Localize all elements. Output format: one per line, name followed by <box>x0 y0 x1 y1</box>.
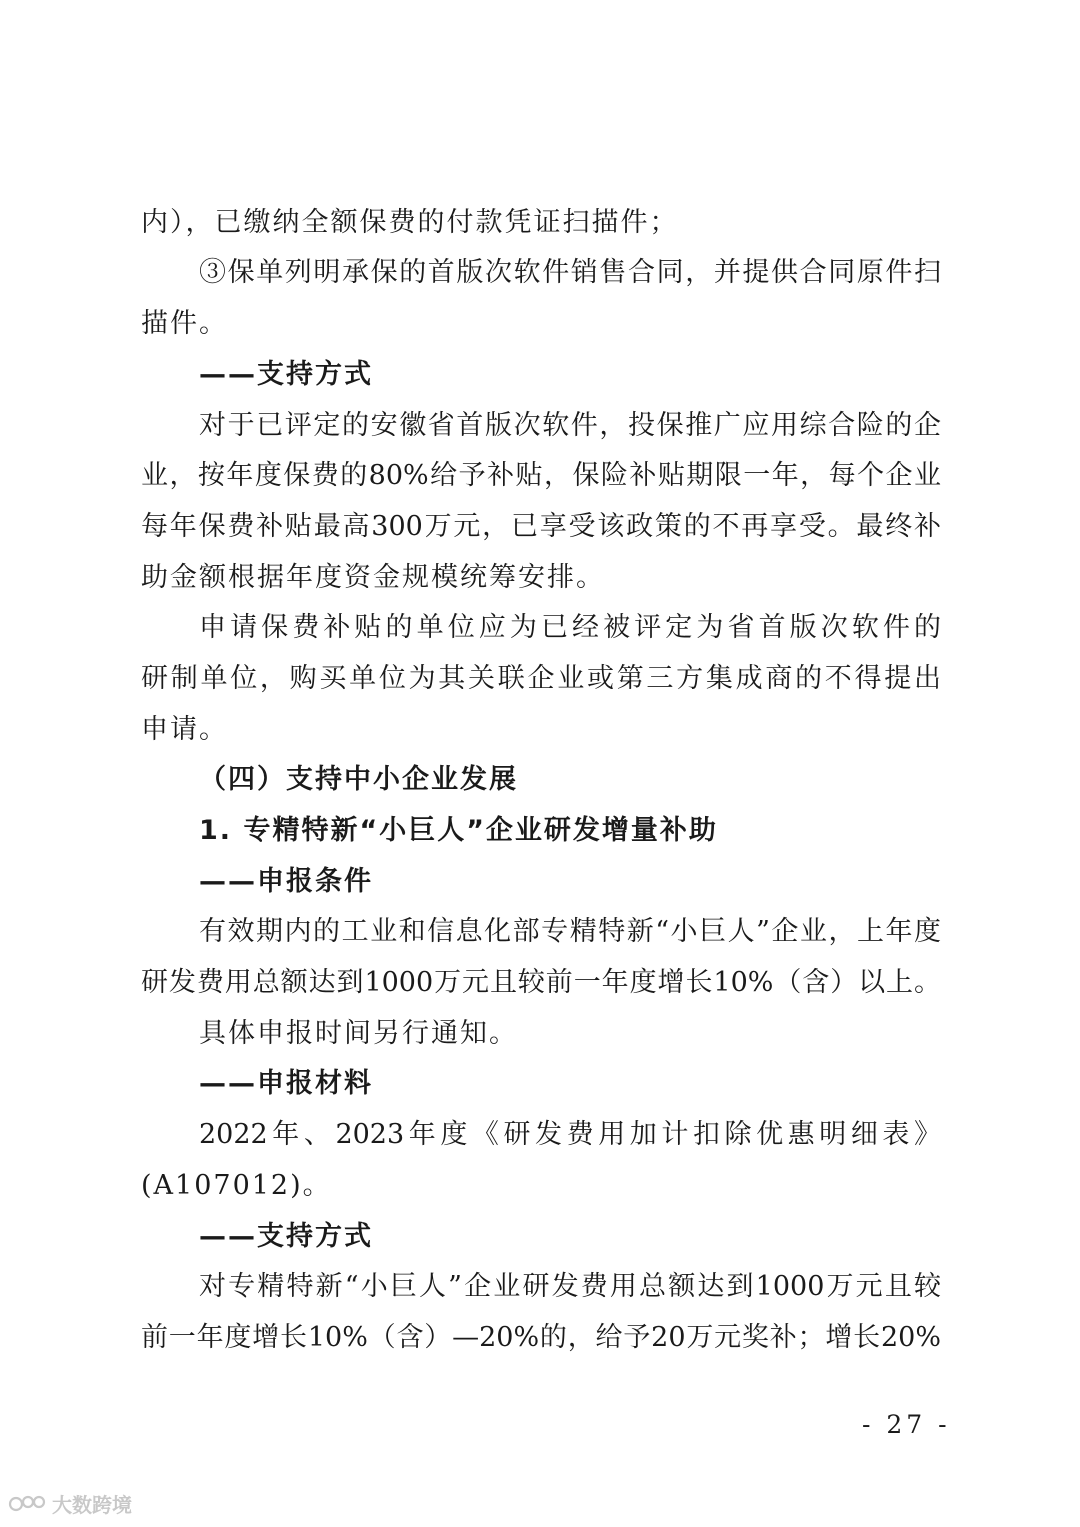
page-number: - 27 - <box>862 1410 951 1439</box>
body-line: 研发费用总额达到1000万元且较前一年度增长10%（含）以上。 <box>141 967 941 998</box>
body-line: 描件。 <box>141 308 228 339</box>
body-line: 具体申报时间另行通知。 <box>199 1018 518 1049</box>
watermark <box>8 1489 132 1517</box>
body-line: 申请保费补贴的单位应为已经被评定为省首版次软件的 <box>199 612 941 643</box>
body-line: 申请。 <box>141 714 228 745</box>
watermark-text: 大数跨境 <box>52 1492 132 1517</box>
section-subheading: ——申报材料 <box>199 1068 373 1099</box>
body-line: (A107012)。 <box>141 1170 332 1201</box>
body-line: 2022年、2023年度《研发费用加计扣除优惠明细表》 <box>199 1119 941 1150</box>
body-line: 助金额根据年度资金规模统筹安排。 <box>141 562 605 593</box>
section-subheading: ——申报条件 <box>199 866 373 897</box>
body-line: 对于已评定的安徽省首版次软件，投保推广应用综合险的企 <box>199 410 941 441</box>
body-line: ③保单列明承保的首版次软件销售合同，并提供合同原件扫 <box>199 257 941 288</box>
section-subheading: ——支持方式 <box>199 359 373 390</box>
body-line: 对专精特新“小巨人”企业研发费用总额达到1000万元且较 <box>199 1271 941 1302</box>
body-line: 业，按年度保费的80%给予补贴，保险补贴期限一年，每个企业 <box>141 460 941 491</box>
section-subheading: ——支持方式 <box>199 1221 373 1252</box>
item-heading: 1. 专精特新“小巨人”企业研发增量补助 <box>199 815 718 846</box>
body-line: 研制单位，购买单位为其关联企业或第三方集成商的不得提出 <box>141 663 941 694</box>
body-line: 有效期内的工业和信息化部专精特新“小巨人”企业，上年度 <box>199 916 941 947</box>
body-line: 前一年度增长10%（含）—20%的，给予20万元奖补；增长20% <box>141 1322 941 1353</box>
section-heading: （四）支持中小企业发展 <box>199 764 518 795</box>
body-line: 内），已缴纳全额保费的付款凭证扫描件； <box>141 207 679 238</box>
watermark-logo-icon <box>8 1491 48 1515</box>
body-line: 每年保费补贴最高300万元，已享受该政策的不再享受。最终补 <box>141 511 941 542</box>
